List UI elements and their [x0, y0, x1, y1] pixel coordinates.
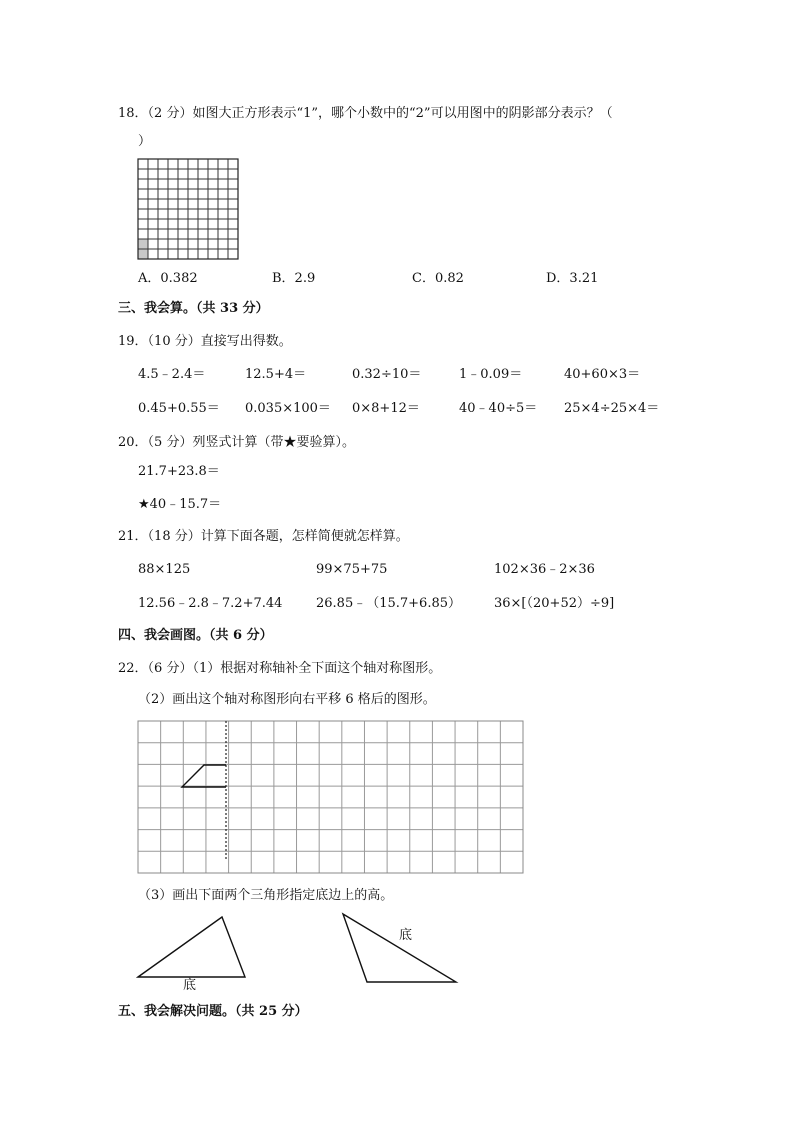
q19-r1-c2: 12.5+4＝ [245, 367, 307, 382]
triangle-1-base-label: 底 [183, 978, 197, 993]
half-trapezoid-shape [182, 765, 226, 787]
q21-r2-c1: 12.56﹣2.8﹣7.2+7.44 [138, 596, 283, 611]
q21-title: 21．（18 分）计算下面各题，怎样简便就怎样算。 [118, 529, 409, 544]
q18-text-line2: ） [138, 134, 152, 149]
q19-r2-c4: 40﹣40÷5＝ [459, 401, 538, 416]
q22-title: 22．（6 分）（1）根据对称轴补全下面这个轴对称图形。 [118, 661, 442, 676]
q18-option-a[interactable]: A．0.382 [138, 271, 198, 286]
q21-r1-c1: 88×125 [138, 562, 191, 577]
q20-item-1: 21.7+23.8＝ [138, 464, 220, 479]
q22-part3: （3）画出下面两个三角形指定底边上的高。 [138, 888, 394, 903]
q19-r2-c3: 0×8+12＝ [352, 401, 420, 416]
section5-heading: 五、我会解决问题。（共 25 分） [118, 1004, 308, 1019]
q21-r2-c2: 26.85﹣（15.7+6.85） [316, 596, 461, 611]
q21-r1-c2: 99×75+75 [316, 562, 388, 577]
q20-title: 20．（5 分）列竖式计算（带★要验算）。 [118, 435, 355, 450]
q19-title: 19．（10 分）直接写出得数。 [118, 334, 292, 349]
triangle-2-base-label: 底 [399, 928, 413, 943]
q19-r2-c5: 25×4÷25×4＝ [564, 401, 660, 416]
q19-r2-c1: 0.45+0.55＝ [138, 401, 220, 416]
q18-option-d[interactable]: D．3.21 [546, 271, 599, 286]
q20-item-2: ★40﹣15.7＝ [138, 497, 222, 512]
q21-r1-c3: 102×36﹣2×36 [494, 562, 595, 577]
symmetry-grid-figure [137, 720, 525, 875]
triangle-1 [136, 915, 250, 981]
q18-text-line1: 18．（2 分）如图大正方形表示“1”，哪个小数中的“2”可以用图中的阴影部分表示？（ [118, 106, 613, 121]
q19-r1-c3: 0.32÷10＝ [352, 367, 422, 382]
section4-heading: 四、我会画图。（共 6 分） [118, 628, 273, 643]
q21-r2-c3: 36×[（20+52）÷9] [494, 596, 615, 611]
q19-r1-c4: 1﹣0.09＝ [459, 367, 523, 382]
q19-r1-c1: 4.5﹣2.4＝ [138, 367, 206, 382]
q18-option-c[interactable]: C．0.82 [412, 271, 464, 286]
triangle-2 [339, 912, 461, 986]
hundred-grid-figure [137, 158, 240, 260]
q22-part2: （2）画出这个轴对称图形向右平移 6 格后的图形。 [138, 692, 436, 707]
q19-r1-c5: 40+60×3＝ [564, 367, 641, 382]
q18-option-b[interactable]: B．2.9 [272, 271, 316, 286]
q19-r2-c2: 0.035×100＝ [245, 401, 331, 416]
section3-heading: 三、我会算。（共 33 分） [118, 301, 269, 316]
